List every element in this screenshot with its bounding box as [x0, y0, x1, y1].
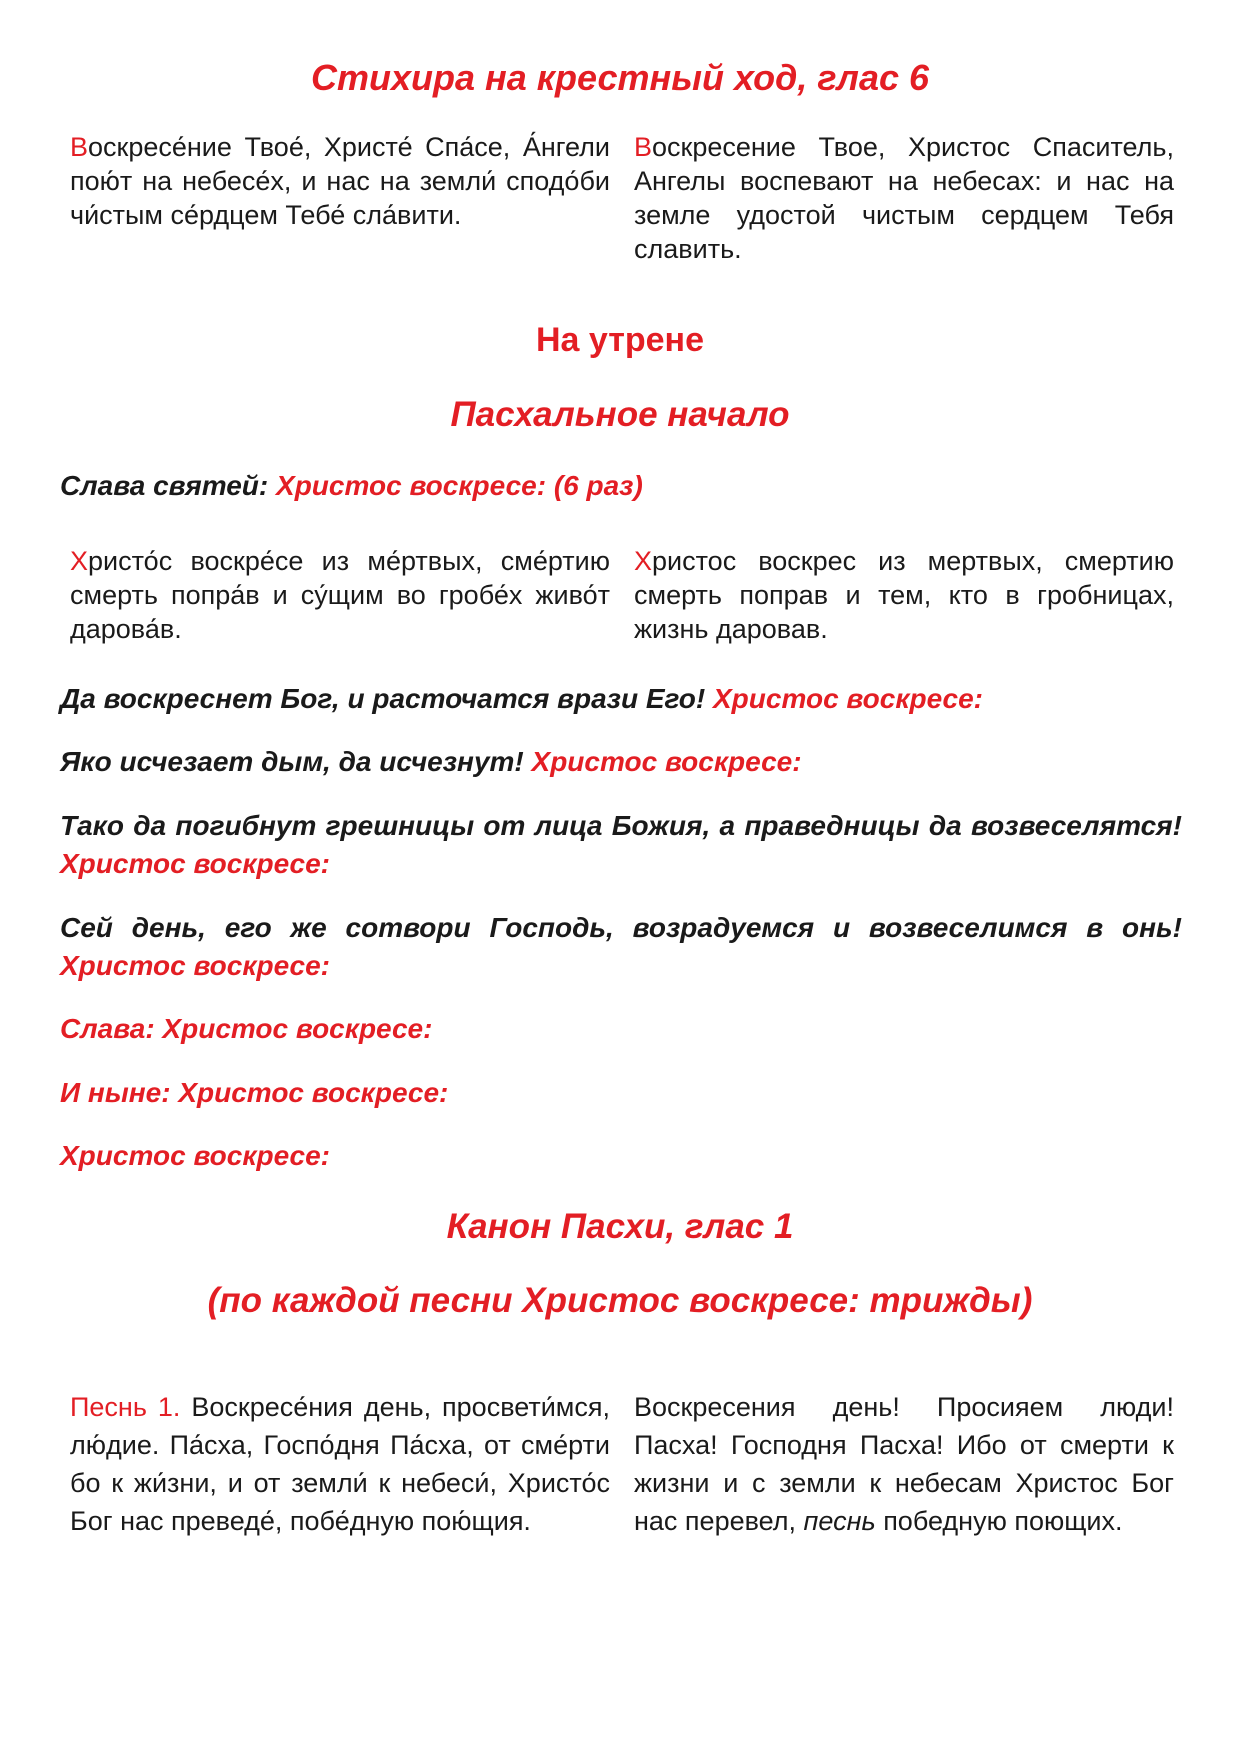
ode1-columns	[70, 1388, 1174, 1540]
stichera-left-initial: В	[70, 132, 89, 162]
troparion-russian	[634, 544, 1174, 646]
stichera-columns	[70, 130, 1174, 266]
verse-text: Тако да погибнут грешницы от лица Божия, а праведницы да возвеселятся!	[60, 810, 1182, 841]
verse-text: Сей день, его же сотвори Господь, возрадуемся и возвеселимся в онь!	[60, 912, 1182, 943]
troparion-right-text: ристос воскрес из мертвых, смертию смерть поправ и тем, кто в гробницах, жизнь даровав.	[634, 546, 1174, 644]
ode1-right-text-after: победную поющих.	[883, 1506, 1123, 1536]
troparion-left-initial: Х	[70, 546, 89, 576]
verse-3	[60, 807, 1182, 883]
stichera-russian	[634, 130, 1174, 266]
verse-refrain: Христос воскресе:	[712, 683, 983, 714]
canon-subtitle: (по каждой песни Христос воскресе: трижды)	[207, 1281, 1033, 1320]
verse-4	[60, 909, 1182, 985]
ode1-right-text-before: Воскресения день! Просияем люди! Пасха! Господня Пасха! Ибо от смерти к жизни и с земли к небесам Христос Бог нас перевел,	[634, 1392, 1174, 1536]
glory-line-black: Слава святей:	[60, 470, 269, 501]
verse-text: Да воскреснет Бог, и расточатся врази Его!	[60, 683, 706, 714]
ode1-church-slavonic	[70, 1388, 610, 1540]
ode1-left-label: Песнь 1.	[70, 1392, 181, 1422]
stichera-left-text: оскресе́ние Твое́, Христе́ Спа́се, А́нгели пою́т на небесе́х, и нас на земли́ сподо́би чи́стым се́рдцем Тебе́ сла́вити.	[70, 132, 610, 230]
ode1-russian	[634, 1388, 1174, 1540]
verse-refrain: Христос воскресе:	[60, 848, 331, 879]
verse-2	[60, 743, 1182, 781]
verse-1	[60, 680, 1182, 718]
troparion-left-text: ристо́с воскре́се из ме́ртвых, сме́ртию смерть попра́в и су́щим во гробе́х живо́т дарова́в.	[70, 546, 610, 644]
troparion-church-slavonic	[70, 544, 610, 646]
christ-risen-red-line: Христос воскресе:	[60, 1140, 331, 1171]
ode1-right-italic: песнь	[803, 1506, 876, 1536]
stichera-right-text: оскресение Твое, Христос Спаситель, Ангелы воспевают на небесах: и нас на земле удостой чистым сердцем Тебя славить.	[634, 132, 1174, 264]
troparion-columns	[70, 544, 1174, 646]
stichera-title: Стихира на крестный ход, глас 6	[310, 57, 930, 98]
troparion-right-initial: Х	[634, 546, 653, 576]
matins-title: На утрене	[535, 321, 704, 359]
verse-refrain: Христос воскресе:	[60, 950, 331, 981]
verse-refrain: Христос воскресе:	[531, 746, 802, 777]
paschal-beginning-title: Пасхальное начало	[450, 395, 790, 434]
ode1-left-text: Воскресе́ния день, просвети́мся, лю́дие. Па́сха, Госпо́дня Па́сха, от сме́рти бо к жи́зни, и от земли́ к небеси́, Христо́с Бог нас преведе́, побе́дную пою́щия.	[70, 1392, 610, 1536]
canon-title: Канон Пасхи, глас 1	[446, 1207, 794, 1246]
stichera-church-slavonic	[70, 130, 610, 266]
glory-red-line: Слава: Христос воскресе:	[60, 1013, 433, 1044]
verse-text: Яко исчезает дым, да исчезнут!	[60, 746, 524, 777]
and-now-red-line: И ныне: Христос воскресе:	[60, 1077, 449, 1108]
stichera-right-initial: В	[634, 132, 653, 162]
glory-line	[60, 467, 1182, 505]
glory-line-red: Христос воскресе: (6 раз)	[276, 470, 643, 501]
